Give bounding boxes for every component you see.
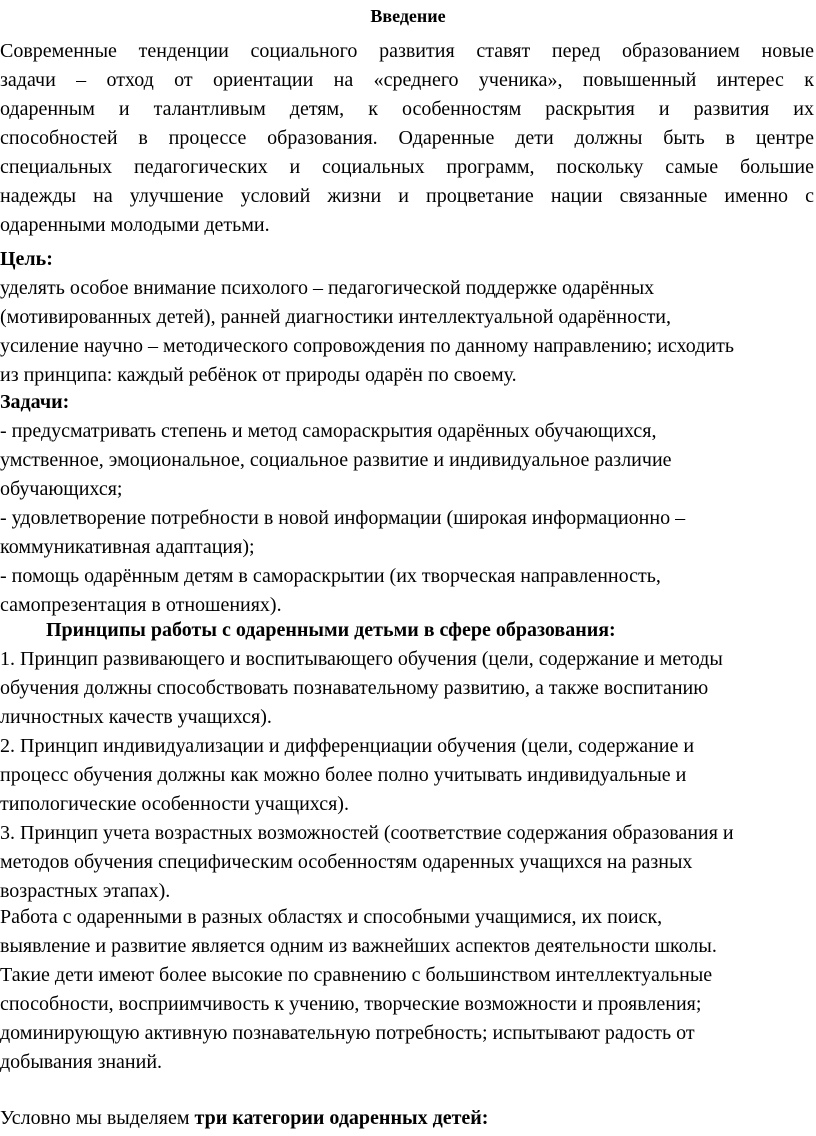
text-line: - помощь одарённым детям в самораскрытии (их творческая направленность, [0, 565, 661, 587]
text-line: специальных педагогических и социальных программ, поскольку самые большие [0, 156, 814, 178]
page-title: Введение [370, 6, 446, 26]
text-line: добывания знаний. [0, 1051, 163, 1073]
text-line: процесс обучения должны как можно более полно учитывать индивидуальные и [0, 764, 687, 786]
text-line [0, 1104, 814, 1133]
text-line: типологические особенности учащихся). [0, 793, 349, 815]
text-line: методов обучения специфическим особенностям одаренных учащихся на разных [0, 851, 693, 873]
text-line: одаренным и талантливым детям, к особенностям раскрытия и развития их [0, 98, 814, 120]
text-line: обучающихся; [0, 478, 123, 500]
goal-heading: Цель: [0, 248, 53, 270]
text-line: обучения должны способствовать познавательному развитию, а также воспитанию [0, 677, 709, 699]
text-line: доминирующую активную познавательную потребность; испытывают радость от [0, 1022, 695, 1044]
text-line: задачи – отход от ориентации на «среднего ученика», повышенный интерес к [0, 69, 814, 91]
intro-paragraph [0, 37, 814, 240]
text-line: коммуникативная адаптация); [0, 536, 255, 558]
text-line: 2. Принцип индивидуализации и дифференциации обучения (цели, содержание и [0, 735, 695, 757]
text-line: Такие дети имеют более высокие по сравнению с большинством интеллектуальные [0, 964, 713, 986]
text-line: уделять особое внимание психолого – педагогической поддержке одарённых [0, 277, 655, 299]
text-line: самопрезентация в отношениях). [0, 594, 282, 616]
text-line: (мотивированных детей), ранней диагностики интеллектуальной одарённости, [0, 306, 672, 328]
work-paragraph [0, 903, 814, 1077]
text-line: возрастных этапах). [0, 880, 171, 902]
text-line: усиление научно – методического сопровождения по данному направлению; исходить [0, 335, 734, 357]
text-line: из принципа: каждый ребёнок от природы одарён по своему. [0, 364, 517, 386]
principles-heading: Принципы работы с одаренными детьми в сфере образования: [46, 619, 616, 641]
text-line: выявление и развитие является одним из важнейших аспектов деятельности школы. [0, 935, 717, 957]
goal-section [0, 245, 814, 390]
tasks-heading: Задачи: [0, 391, 70, 413]
text-line: - предусматривать степень и метод самораскрытия одарённых обучающихся, [0, 420, 657, 442]
text-line: 3. Принцип учета возрастных возможностей (соответствие содержания образования и [0, 822, 734, 844]
text-line: Работа с одаренными в разных областях и способными учащимися, их поиск, [0, 906, 663, 928]
text-line: одаренными молодыми детьми. [0, 214, 270, 236]
categories-prefix: Условно мы выделяем [0, 1107, 195, 1129]
text-line: 1. Принцип развивающего и воспитывающего обучения (цели, содержание и методы [0, 648, 723, 670]
text-line: способностей в процессе образования. Одаренные дети должны быть в центре [0, 127, 814, 149]
tasks-section [0, 388, 814, 620]
text-line: личностных качеств учащихся). [0, 706, 272, 728]
categories-line [0, 1104, 814, 1133]
text-line: умственное, эмоциональное, социальное развитие и индивидуальное различие [0, 449, 672, 471]
text-line: - удовлетворение потребности в новой информации (широкая информационно – [0, 507, 686, 529]
principles-section [0, 616, 814, 906]
text-line: Современные тенденции социального развития ставят перед образованием новые [0, 40, 814, 62]
text-line: надежды на улучшение условий жизни и процветание нации связанные именно с [0, 185, 814, 207]
text-line: способности, восприимчивость к учению, творческие возможности и проявления; [0, 993, 702, 1015]
categories-bold: три категории одаренных детей: [194, 1107, 489, 1129]
